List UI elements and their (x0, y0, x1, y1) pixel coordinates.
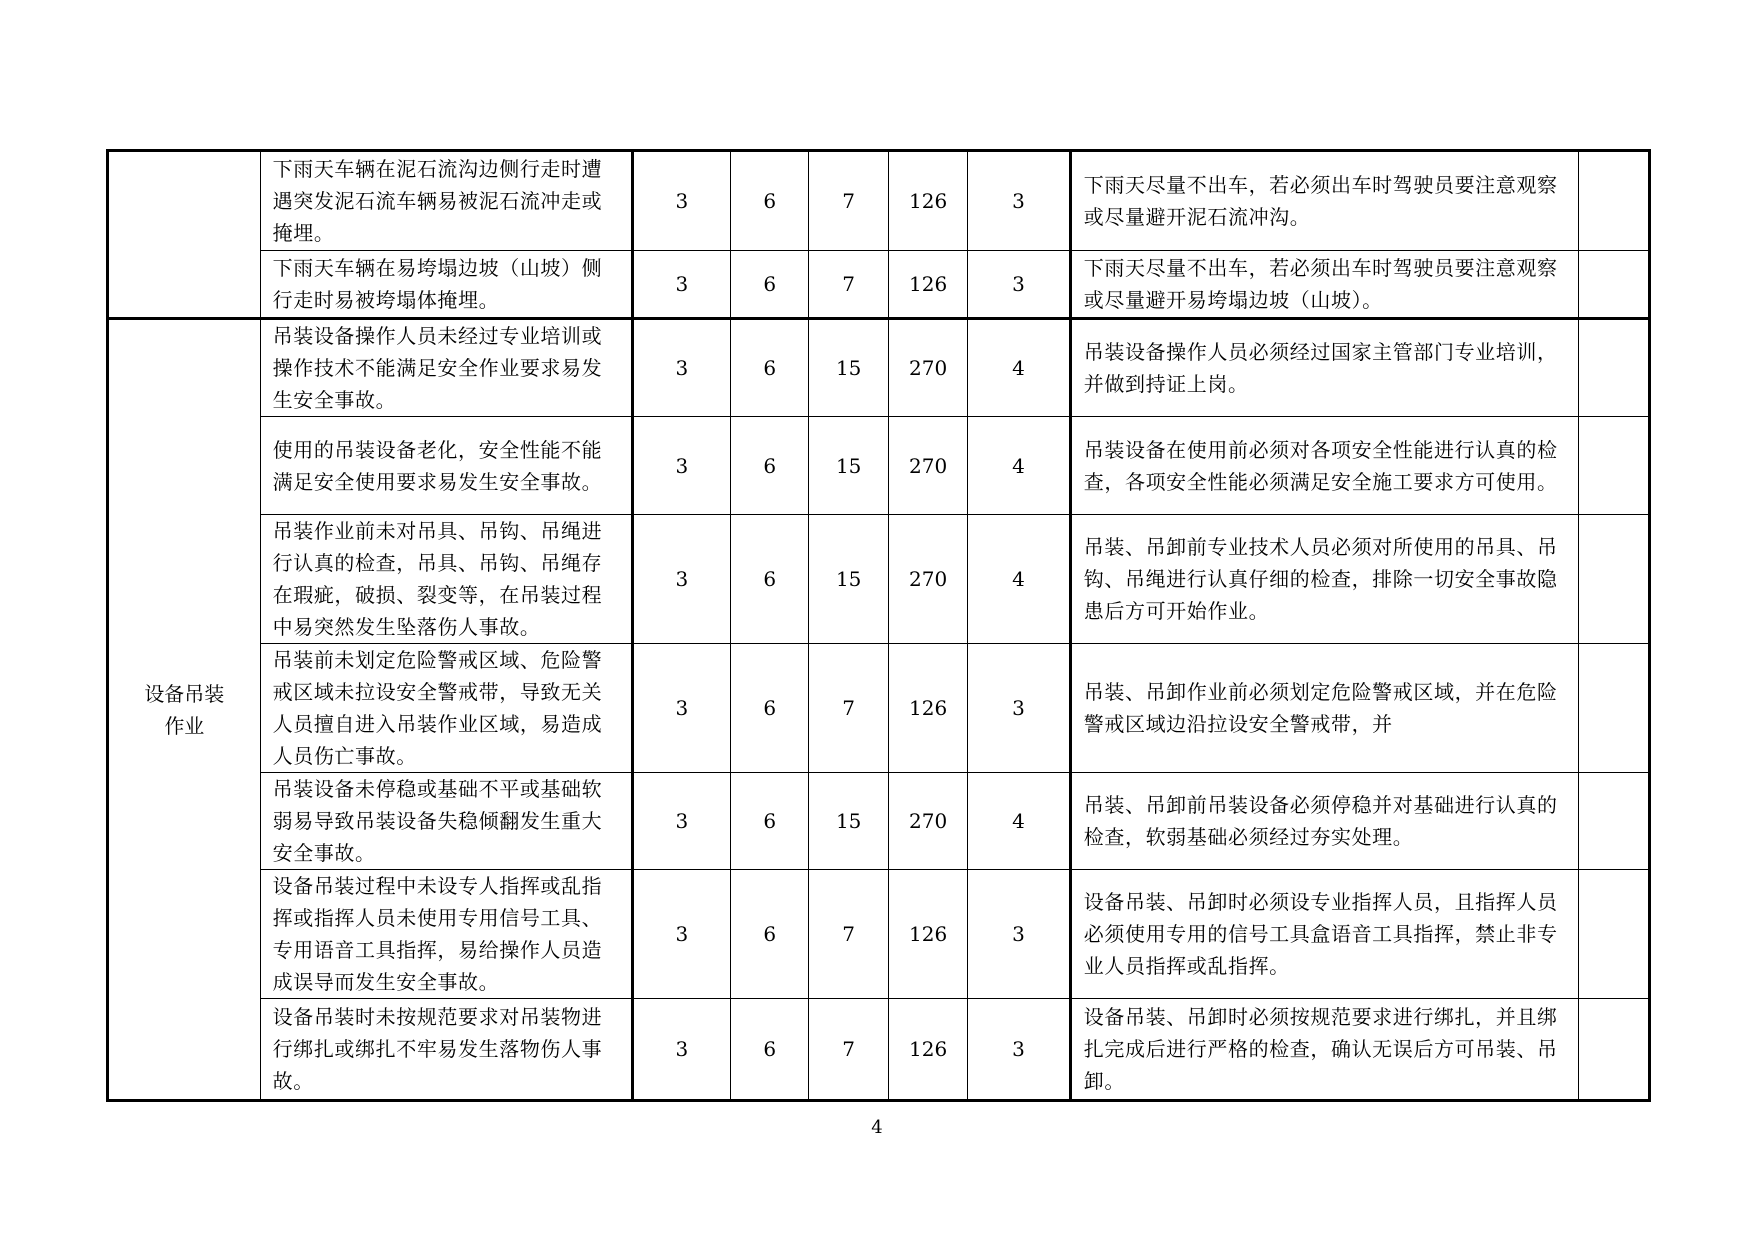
table-row (108, 999, 1650, 1101)
risk-score-cell: 270 (888, 773, 967, 870)
category-cell (108, 319, 261, 1101)
likelihood-cell: 3 (632, 870, 730, 999)
hazard-cell: 吊装设备未停稳或基础不平或基础软弱易导致吊装设备失稳倾翻发生重大安全事故。 (260, 773, 632, 870)
control-measure-cell: 设备吊装、吊卸时必须设专业指挥人员，且指挥人员必须使用专用的信号工具盒语音工具指挥，禁止非专业人员指挥或乱指挥。 (1070, 870, 1578, 999)
remark-cell (1578, 644, 1649, 773)
risk-level-cell: 4 (968, 773, 1070, 870)
risk-score-cell: 126 (888, 999, 967, 1101)
hazard-cell: 使用的吊装设备老化，安全性能不能满足安全使用要求易发生安全事故。 (260, 417, 632, 515)
exposure-cell: 6 (731, 870, 809, 999)
exposure-cell: 6 (731, 999, 809, 1101)
control-measure-cell: 设备吊装、吊卸时必须按规范要求进行绑扎，并且绑扎完成后进行严格的检查，确认无误后方可吊装、吊卸。 (1070, 999, 1578, 1101)
consequence-cell: 7 (809, 151, 888, 251)
consequence-cell: 15 (809, 319, 888, 417)
table-body (108, 151, 1650, 1101)
table-row (108, 251, 1650, 319)
likelihood-cell: 3 (632, 319, 730, 417)
remark-cell (1578, 999, 1649, 1101)
consequence-cell: 7 (809, 999, 888, 1101)
risk-level-cell: 4 (968, 515, 1070, 644)
exposure-cell: 6 (731, 644, 809, 773)
table-row (108, 644, 1650, 773)
likelihood-cell: 3 (632, 999, 730, 1101)
control-measure-cell: 吊装、吊卸前吊装设备必须停稳并对基础进行认真的检查，软弱基础必须经过夯实处理。 (1070, 773, 1578, 870)
remark-cell (1578, 870, 1649, 999)
control-measure-cell: 下雨天尽量不出车，若必须出车时驾驶员要注意观察或尽量避开易垮塌边坡（山坡）。 (1070, 251, 1578, 319)
risk-score-cell: 126 (888, 151, 967, 251)
category-cell (108, 151, 261, 319)
consequence-cell: 7 (809, 644, 888, 773)
control-measure-cell: 吊装设备在使用前必须对各项安全性能进行认真的检查，各项安全性能必须满足安全施工要求方可使用。 (1070, 417, 1578, 515)
remark-cell (1578, 417, 1649, 515)
risk-score-cell: 270 (888, 319, 967, 417)
table-row (108, 773, 1650, 870)
exposure-cell: 6 (731, 151, 809, 251)
consequence-cell: 7 (809, 870, 888, 999)
risk-level-cell: 4 (968, 319, 1070, 417)
risk-level-cell: 3 (968, 151, 1070, 251)
exposure-cell: 6 (731, 773, 809, 870)
page-number: 4 (871, 1117, 883, 1138)
control-measure-cell: 吊装、吊卸前专业技术人员必须对所使用的吊具、吊钩、吊绳进行认真仔细的检查，排除一切安全事故隐患后方可开始作业。 (1070, 515, 1578, 644)
consequence-cell: 7 (809, 251, 888, 319)
remark-cell (1578, 773, 1649, 870)
hazard-cell: 下雨天车辆在泥石流沟边侧行走时遭遇突发泥石流车辆易被泥石流冲走或掩埋。 (260, 151, 632, 251)
exposure-cell: 6 (731, 515, 809, 644)
risk-level-cell: 3 (968, 251, 1070, 319)
control-measure-cell: 吊装、吊卸作业前必须划定危险警戒区域，并在危险警戒区域边沿拉设安全警戒带，并 (1070, 644, 1578, 773)
risk-assessment-table (106, 149, 1651, 1102)
risk-level-cell: 4 (968, 417, 1070, 515)
likelihood-cell: 3 (632, 773, 730, 870)
remark-cell (1578, 251, 1649, 319)
exposure-cell: 6 (731, 319, 809, 417)
exposure-cell: 6 (731, 251, 809, 319)
likelihood-cell: 3 (632, 251, 730, 319)
remark-cell (1578, 151, 1649, 251)
risk-score-cell: 270 (888, 417, 967, 515)
consequence-cell: 15 (809, 417, 888, 515)
table-row (108, 870, 1650, 999)
consequence-cell: 15 (809, 515, 888, 644)
remark-cell (1578, 319, 1649, 417)
risk-score-cell: 126 (888, 644, 967, 773)
exposure-cell: 6 (731, 417, 809, 515)
hazard-cell: 设备吊装时未按规范要求对吊装物进行绑扎或绑扎不牢易发生落物伤人事故。 (260, 999, 632, 1101)
control-measure-cell: 下雨天尽量不出车，若必须出车时驾驶员要注意观察或尽量避开泥石流冲沟。 (1070, 151, 1578, 251)
likelihood-cell: 3 (632, 151, 730, 251)
table-row (108, 319, 1650, 417)
table-row (108, 515, 1650, 644)
hazard-cell: 吊装前未划定危险警戒区域、危险警戒区域未拉设安全警戒带，导致无关人员擅自进入吊装作业区域，易造成人员伤亡事故。 (260, 644, 632, 773)
risk-score-cell: 126 (888, 251, 967, 319)
risk-level-cell: 3 (968, 999, 1070, 1101)
remark-cell (1578, 515, 1649, 644)
table-row (108, 417, 1650, 515)
control-measure-cell: 吊装设备操作人员必须经过国家主管部门专业培训，并做到持证上岗。 (1070, 319, 1578, 417)
category-label: 设备吊装作业 (144, 681, 225, 738)
likelihood-cell: 3 (632, 515, 730, 644)
risk-level-cell: 3 (968, 644, 1070, 773)
risk-score-cell: 270 (888, 515, 967, 644)
hazard-cell: 吊装设备操作人员未经过专业培训或操作技术不能满足安全作业要求易发生安全事故。 (260, 319, 632, 417)
risk-score-cell: 126 (888, 870, 967, 999)
hazard-cell: 吊装作业前未对吊具、吊钩、吊绳进行认真的检查，吊具、吊钩、吊绳存在瑕疵，破损、裂变等，在吊装过程中易突然发生坠落伤人事故。 (260, 515, 632, 644)
likelihood-cell: 3 (632, 417, 730, 515)
risk-level-cell: 3 (968, 870, 1070, 999)
likelihood-cell: 3 (632, 644, 730, 773)
hazard-cell: 设备吊装过程中未设专人指挥或乱指挥或指挥人员未使用专用信号工具、专用语音工具指挥，易给操作人员造成误导而发生安全事故。 (260, 870, 632, 999)
hazard-cell: 下雨天车辆在易垮塌边坡（山坡）侧行走时易被垮塌体掩埋。 (260, 251, 632, 319)
consequence-cell: 15 (809, 773, 888, 870)
table-row (108, 151, 1650, 251)
